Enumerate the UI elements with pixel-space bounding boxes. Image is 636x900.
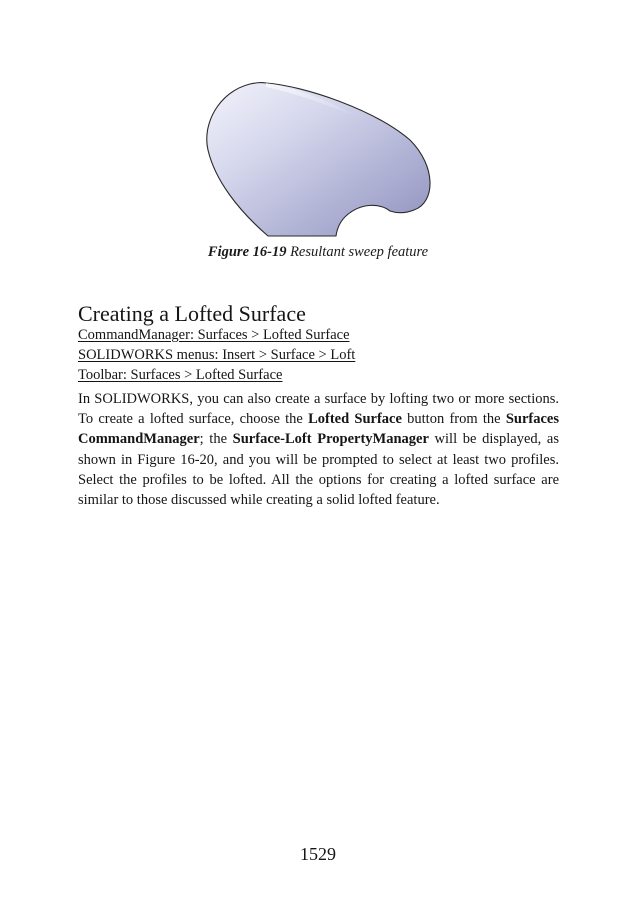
section-heading: Creating a Lofted Surface [78, 301, 306, 326]
figure-label: Figure 16-19 [207, 244, 287, 260]
figure-sweep-surface [200, 80, 440, 240]
lofted-surface-term: Lofted Surface [308, 411, 402, 428]
toolbar-path-link[interactable]: Toolbar: Surfaces > Lofted Surface [78, 367, 283, 383]
surface-shape [207, 83, 430, 236]
figure-caption [0, 244, 636, 261]
paragraph-text: button from the [401, 411, 506, 428]
surface-loft-propertymanager-term: Surface-Loft PropertyManager [232, 431, 429, 448]
page-number: 1529 [300, 844, 336, 864]
menus-path-link[interactable]: SOLIDWORKS menus: Insert > Surface > Loft [78, 347, 356, 363]
paragraph-text: In SOLIDWORKS, you can also create a surface by lofting two or more sections. To create a lofted surface, choose the [78, 391, 559, 428]
paragraph-text: ; the [199, 431, 233, 448]
paragraph-text: will be displayed, as shown in Figure 16-20, and you will be prompted to select at least two profiles. Select the profiles to be lofted. All the options for creating a lofted surface are similar to those discussed while creating a solid lofted feature. [78, 431, 559, 509]
surfaces-commandmanager-term: Surfaces CommandManager [78, 411, 559, 448]
sweep-surface-image [200, 80, 440, 240]
body-paragraph [78, 389, 559, 510]
commandmanager-path-link[interactable]: CommandManager: Surfaces > Lofted Surface [78, 327, 350, 343]
figure-title: Resultant sweep feature [290, 244, 429, 260]
